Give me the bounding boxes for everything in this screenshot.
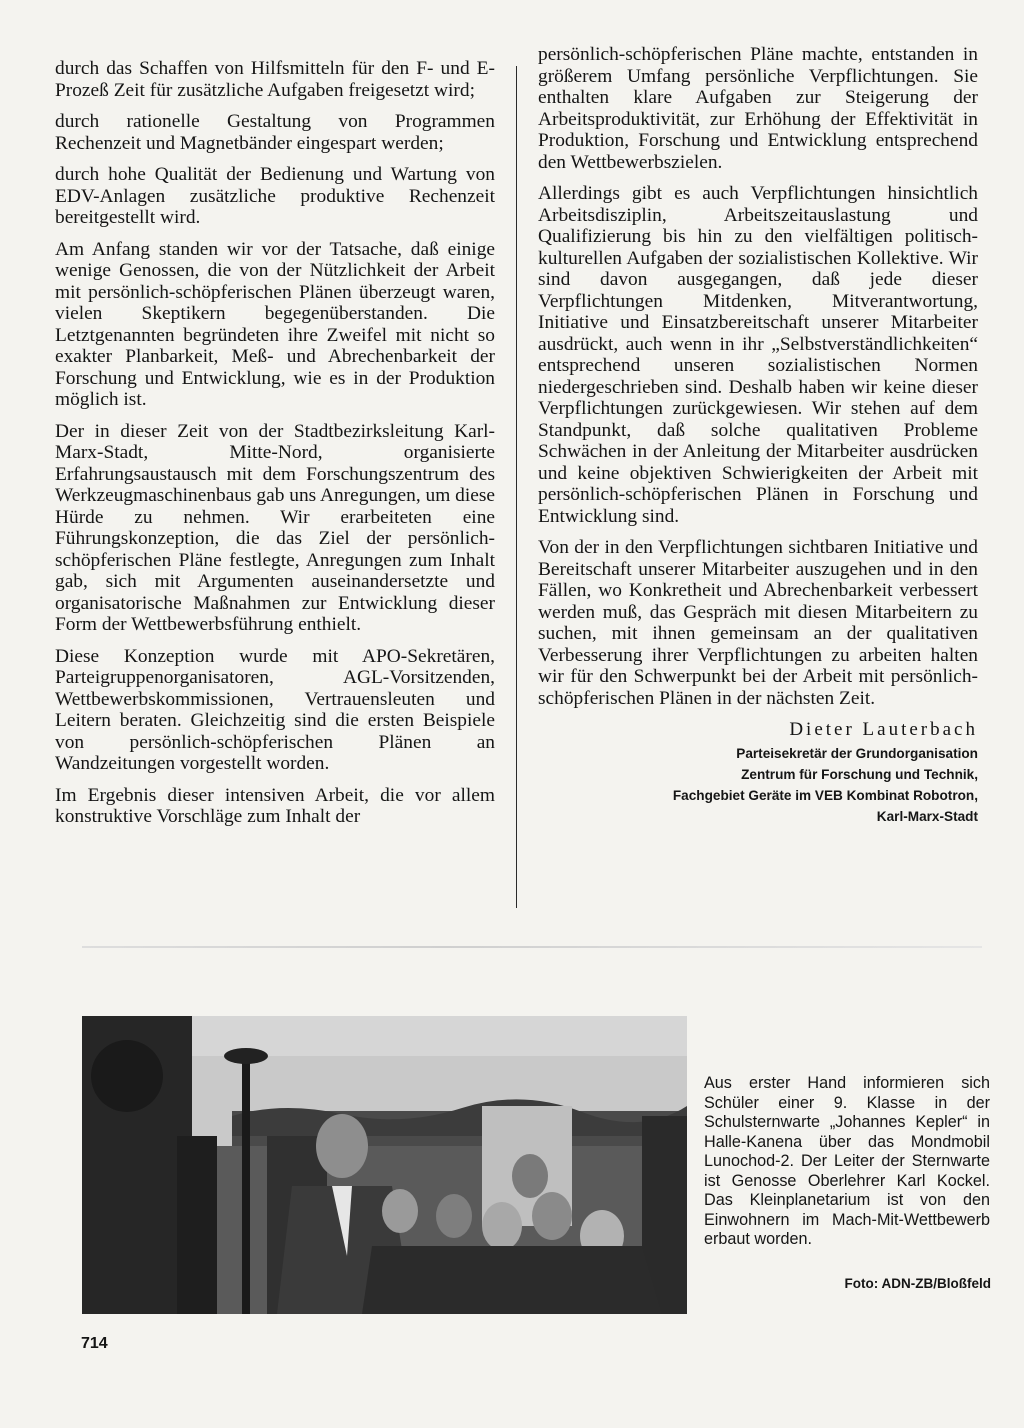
right-text-column bbox=[538, 44, 978, 827]
paragraph: Diese Konzeption wurde mit APO-Sekretären, Parteigruppenorganisatoren, AGL-Vorsitzenden, Wettbewerbskommissionen, Vertrauensleuten und Leitern beraten. Gleichzeitig sind die ersten Beispiele von persönlich-schöpferischen Plänen an Wandzeitungen vorgestellt worden. bbox=[55, 645, 495, 774]
paragraph: Im Ergebnis dieser intensiven Arbeit, die vor allem konstruktive Vorschläge zum Inhalt der bbox=[55, 784, 495, 827]
paragraph: durch rationelle Gestaltung von Programmen Rechenzeit und Magnetbänder eingespart werden; bbox=[55, 111, 495, 154]
page-number: 714 bbox=[81, 1335, 108, 1352]
paragraph: Am Anfang standen wir vor der Tatsache, daß einige wenige Genossen, die von der Nützlichkeit der Arbeit mit persönlich-schöpferischen Plänen überzeugt waren, vielen Skeptikern begegenüberstanden. Die Letztgenannten begründeten ihre Zweifel mit nicht so exakter Planbarkeit, Meß- und Abrechenbarkeit der Forschung und Entwicklung, wie es in der Produktion möglich ist. bbox=[55, 238, 495, 410]
photo-caption: Aus erster Hand informieren sich Schüler einer 9. Klasse in der Schulsternwarte „Johannes Kepler“ in Halle-Kanena über das Mondmobil Lunochod-2. Der Leiter der Sternwarte ist Genosse Oberlehrer Karl Kockel. Das Kleinplanetarium ist von den Einwohnern im Mach-Mit-Wettbewerb erbaut worden. bbox=[704, 1074, 990, 1248]
affiliation-line: Parteisekretär der Grundorganisation bbox=[736, 745, 978, 761]
section-divider bbox=[82, 946, 982, 948]
photo-illustration bbox=[82, 1016, 687, 1314]
left-text-column bbox=[55, 58, 495, 838]
paragraph: persönlich-schöpferischen Pläne machte, entstanden in größerem Umfang persönliche Verpflichtungen. Sie enthalten klare Aufgaben zur Steigerung der Arbeitsproduktivität, zur Erhöhung der Effektivität in Produktion, Forschung und Entwicklung entsprechend den Wettbewerbszielen. bbox=[538, 44, 978, 173]
affiliation-line: Fachgebiet Geräte im VEB Kombinat Robotron, bbox=[672, 787, 978, 803]
affiliation-line: Karl-Marx-Stadt bbox=[876, 808, 978, 824]
paragraph: Allerdings gibt es auch Verpflichtungen hinsichtlich Arbeitsdisziplin, Arbeitszeitauslastung und Qualifizierung bis hin zu den vielfältigen politisch-kulturellen Aufgaben der sozialistischen Kollektive. Wir sind davon ausgegangen, daß jede dieser Verpflichtungen Mitdenken, Mitverantwortung, Initiative und Einsatzbereitschaft unserer Mitarbeiter ausdrückt, auch wenn in ihr „Selbstverständlichkeiten“ entsprechend unseren sozialistischen Normen niedergeschrieben sind. Deshalb haben wir keine dieser Verpflichtungen zurückgewiesen. Wir stehen auf dem Standpunkt, daß solche qualitativen Probleme Schwächen in der Anleitung der Mitarbeiter ausdrücken und keine objektiven Schwierigkeiten der Arbeit mit persönlich-schöpferischen Plänen in Forschung und Entwicklung sind. bbox=[538, 183, 978, 527]
author-affiliation bbox=[538, 743, 978, 827]
paragraph: durch hohe Qualität der Bedienung und Wartung von EDV-Anlagen zusätzliche produktive Rechenzeit bereitgestellt wird. bbox=[55, 164, 495, 228]
photo-credit: Foto: ADN-ZB/Bloßfeld bbox=[844, 1276, 991, 1291]
observatory-photo bbox=[82, 1016, 687, 1314]
column-divider bbox=[516, 66, 517, 908]
author-name: Dieter Lauterbach bbox=[789, 719, 978, 740]
paragraph: durch das Schaffen von Hilfsmitteln für den F- und E-Prozeß Zeit für zusätzliche Aufgaben freigesetzt wird; bbox=[55, 58, 495, 101]
affiliation-line: Zentrum für Forschung und Technik, bbox=[741, 766, 978, 782]
paragraph: Der in dieser Zeit von der Stadtbezirksleitung Karl-Marx-Stadt, Mitte-Nord, organisierte Erfahrungsaustausch mit dem Forschungszentrum des Werkzeugmaschinenbaus gab uns Anregungen, um diese Hürde zu nehmen. Wir erarbeiteten eine Führungskonzeption, die das Ziel der persönlich-schöpferischen Pläne festlegte, Anregungen zum Inhalt gab, sich mit Argumenten auseinandersetzte und organisatorische Maßnahmen zur Entwicklung dieser Form der Wettbewerbsführung enthielt. bbox=[55, 420, 495, 635]
paragraph: Von der in den Verpflichtungen sichtbaren Initiative und Bereitschaft unserer Mitarbeiter auszugehen und in den Fällen, wo Konkretheit und Abrechenbarkeit verbessert werden muß, das Gespräch mit diesen Mitarbeitern zu suchen, mit ihnen gemeinsam an der qualitativen Verbesserung ihrer Verpflichtungen zu arbeiten halten wir für den Schwerpunkt bei der Arbeit mit persönlich-schöpferischen Plänen in der nächsten Zeit. bbox=[538, 537, 978, 709]
